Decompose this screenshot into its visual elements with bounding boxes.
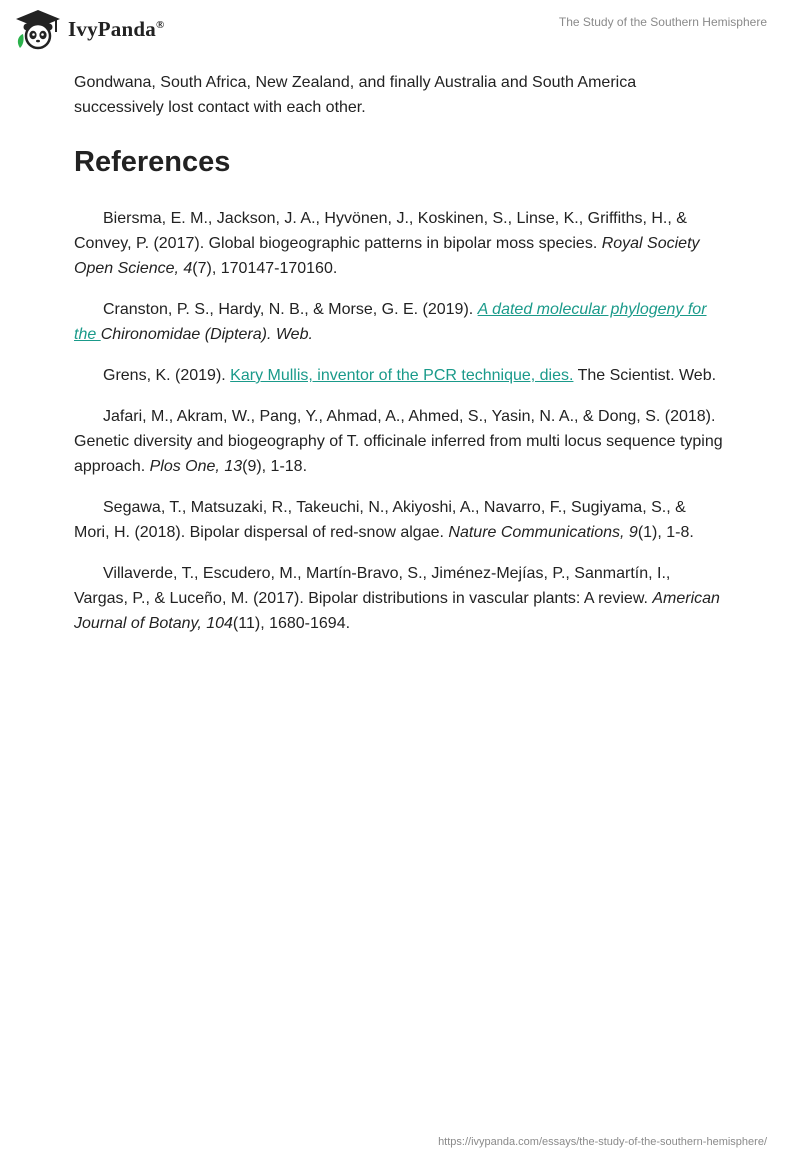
source-url[interactable]: https://ivypanda.com/essays/the-study-of-the-southern-hemisphere/ xyxy=(438,1136,767,1148)
reference-item: Jafari, M., Akram, W., Pang, Y., Ahmad, A., Ahmed, S., Yasin, N. A., & Dong, S. (2018). Genetic diversity and biogeography of T. officinale inferred from multi locus sequence typing approach. Plos One, 13(9), 1-18. xyxy=(74,408,723,475)
ivypanda-logo[interactable] xyxy=(14,8,164,50)
brand-name: IvyPanda® xyxy=(68,16,165,41)
essay-content xyxy=(74,70,724,652)
reference-item: Grens, K. (2019). Kary Mullis, inventor of the PCR technique, dies. The Scientist. Web. xyxy=(103,367,717,384)
intro-paragraph: Gondwana, South Africa, New Zealand, and finally Australia and South America successively lost contact with each other. xyxy=(74,74,637,116)
reference-link[interactable]: Kary Mullis, inventor of the PCR technique, dies. xyxy=(230,367,574,384)
panda-graduate-icon xyxy=(14,8,62,50)
reference-item: Segawa, T., Matsuzaki, R., Takeuchi, N., Akiyoshi, A., Navarro, F., Sugiyama, S., & Mori, H. (2018). Bipolar dispersal of red-snow algae. Nature Communications, 9(1), 1-8. xyxy=(74,499,694,541)
page-header xyxy=(0,0,800,62)
references-heading: References xyxy=(74,146,231,178)
reference-item: Biersma, E. M., Jackson, J. A., Hyvönen, J., Koskinen, S., Linse, K., Griffiths, H., & Convey, P. (2017). Global biogeographic patterns in bipolar moss species. Royal Society Open Science, 4(7), 170147-170160. xyxy=(74,210,700,277)
reference-item: Cranston, P. S., Hardy, N. B., & Morse, G. E. (2019). A dated molecular phylogeny for the Chironomidae (Diptera). Web. xyxy=(74,301,707,343)
reference-item: Villaverde, T., Escudero, M., Martín-Bravo, S., Jiménez-Mejías, P., Sanmartín, I., Vargas, P., & Luceño, M. (2017). Bipolar distributions in vascular plants: A review. American Journal of Botany, 104(11), 1680-1694. xyxy=(74,565,720,632)
reference-link[interactable]: A dated molecular phylogeny for the xyxy=(74,301,707,343)
document-title: The Study of the Southern Hemisphere xyxy=(558,15,767,29)
